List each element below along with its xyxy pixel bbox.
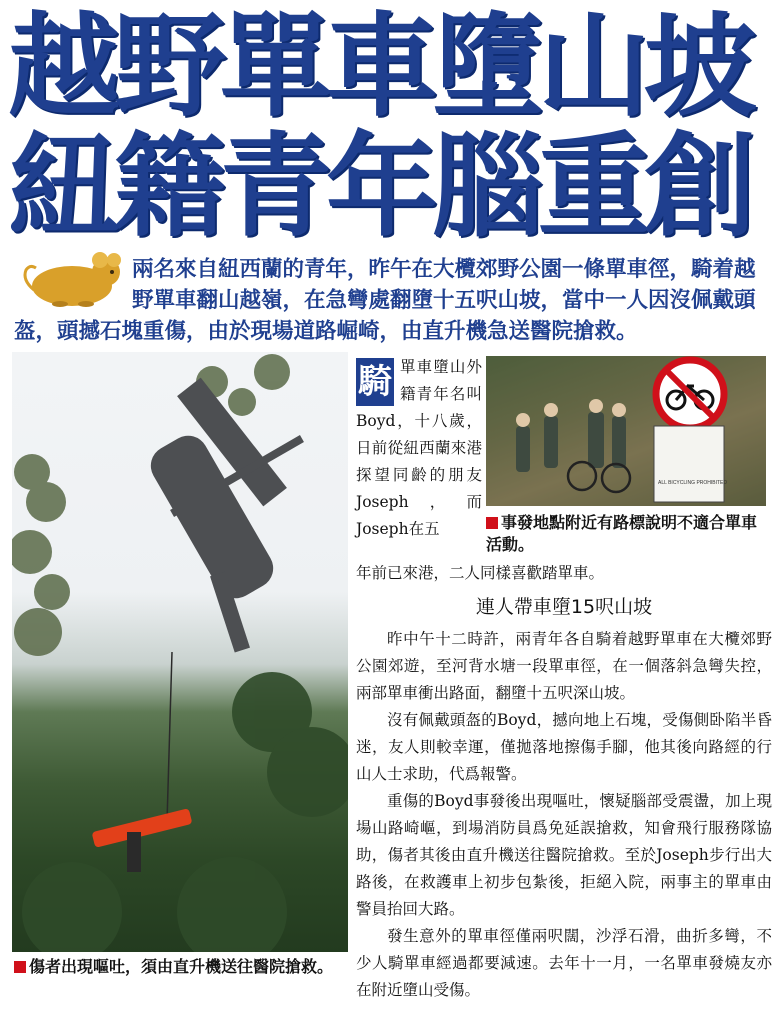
right-photo-caption	[486, 512, 771, 556]
sign-text: ALL BICYCLING PROHIBITED	[658, 480, 727, 486]
intro-text: 單車墮山外籍青年名叫Boyd，十八歲，日前從紐西蘭來港探望同齡的朋友Joseph，而Joseph在五	[356, 358, 482, 538]
article-body	[356, 626, 772, 1004]
left-caption-text: 傷者出現嘔吐，須由直升機送往醫院搶救。	[29, 957, 334, 976]
sign-scene	[486, 356, 766, 506]
article-paragraph: 發生意外的單車徑僅兩呎闊，沙浮石滑，曲折多彎，不少人騎單車經過都要減速。去年十一月，一名單車發燒友亦在附近墮山受傷。	[356, 927, 772, 999]
dropcap: 騎	[356, 358, 394, 406]
right-caption-text: 事發地點附近有路標說明不適合單車活動。	[486, 513, 758, 554]
no-cycling-sign-photo	[486, 356, 766, 506]
helicopter-rescue-photo	[12, 352, 348, 952]
lead-text: 兩名來自紐西蘭的青年，昨午在大欖郊野公園一條單車徑，騎着越野單車翻山越嶺，在急彎處翻墮十五呎山坡，當中一人因沒佩戴頭盔，頭撼石塊重傷，由於現場道路崛崎，由直升機急送醫院搶救。	[14, 257, 756, 344]
intro-continuation: 年前已來港，二人同樣喜歡踏單車。	[356, 564, 605, 582]
helicopter-scene	[12, 352, 348, 952]
intro-column	[356, 354, 482, 543]
caption-marker-icon	[486, 517, 498, 529]
article-paragraph: 沒有佩戴頭盔的Boyd，撼向地上石塊，受傷側卧陷半昏迷，友人則較幸運，僅拋落地擦傷手腳，他其後向路經的行山人士求助，代爲報警。	[356, 711, 772, 783]
caption-marker-icon	[14, 961, 26, 973]
article-paragraph: 昨中午十二時許，兩青年各自騎着越野單車在大欖郊野公園郊遊，至河背水塘一段單車徑，在一個落斜急彎失控，兩部單車衝出路面，翻墮十五呎深山坡。	[356, 630, 772, 702]
article-paragraph: 重傷的Boyd事發後出現嘔吐，懷疑腦部受震盪，加上現場山路崎嶇，到場消防員爲免延誤搶救，知會飛行服務隊協助，傷者其後由直升機送往醫院搶救。至於Joseph步行出大路後，在救護車上初步包紮後，拒絕入院，兩事主的單車由警員抬回大路。	[356, 792, 772, 918]
headline-line-1: 越野單車墮山坡	[8, 2, 750, 132]
lead-paragraph	[14, 254, 774, 347]
subheading: 連人帶車墮15呎山坡	[475, 596, 653, 618]
left-photo-caption	[14, 956, 350, 978]
headline-line-2: 紐籍青年腦重創	[8, 122, 750, 252]
